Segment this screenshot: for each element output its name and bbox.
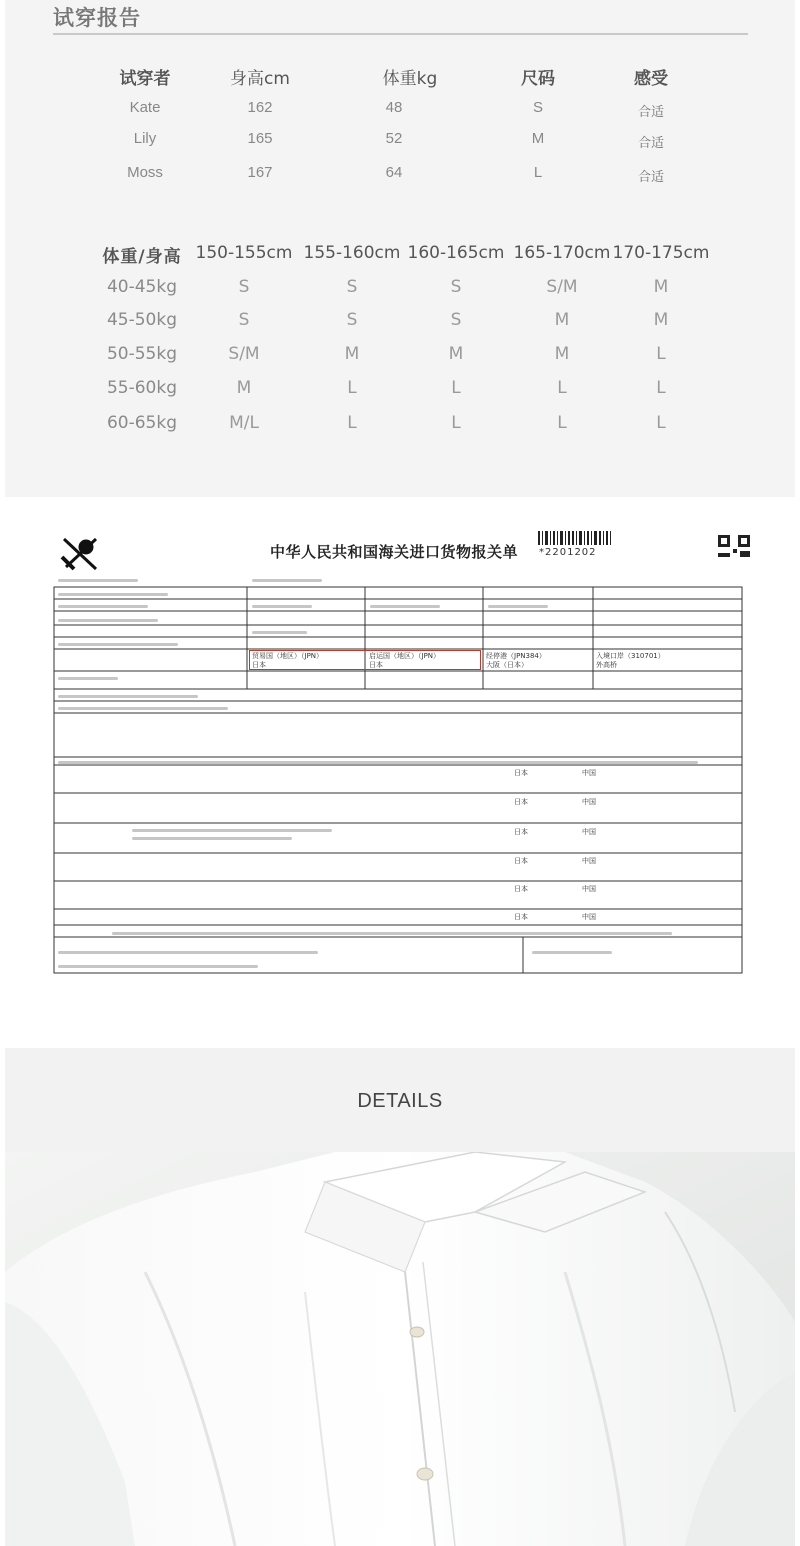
tester-header: 试穿者 [119, 69, 171, 89]
shirt-detail-photo [5, 1152, 795, 1546]
redacted-text [252, 605, 312, 608]
table-cell: S [532, 99, 543, 116]
table-cell: 64 [385, 164, 403, 181]
height-column-header: 160-165cm [407, 243, 505, 263]
size-cell: L [451, 378, 461, 398]
redacted-text [370, 605, 440, 608]
redacted-text [532, 951, 612, 954]
size-cell: S/M [228, 344, 260, 364]
redacted-text [132, 837, 292, 840]
entry-port-value: 外高桥 [596, 661, 617, 669]
redacted-text [58, 677, 118, 680]
table-cell: 167 [247, 164, 273, 181]
redacted-text [132, 829, 332, 832]
port-label: 经停港（JPN384） [486, 652, 546, 660]
tryon-report-section [5, 0, 795, 497]
size-cell: L [557, 378, 567, 398]
size-cell: S [450, 277, 462, 297]
destination-cell: 中国 [582, 769, 596, 777]
table-cell: 合适 [637, 136, 664, 151]
weight-row-label: 50-55kg [106, 344, 178, 364]
trade-country-value: 日本 [252, 661, 266, 669]
redacted-text [252, 579, 322, 582]
redacted-text [58, 707, 228, 710]
weight-header: 体重kg [382, 69, 438, 89]
size-cell: S [346, 277, 358, 297]
table-cell: 165 [247, 130, 273, 147]
size-cell: S/M [546, 277, 578, 297]
trade-country-label: 贸易国（地区）（JPN） [252, 652, 324, 660]
height-header: 身高cm [230, 69, 290, 89]
size-cell: L [656, 344, 666, 364]
origin-cell: 日本 [514, 828, 528, 836]
size-cell: M [448, 344, 464, 364]
entry-port-label: 入境口岸（310701） [596, 652, 665, 660]
redacted-text [488, 605, 548, 608]
height-column-header: 155-160cm [303, 243, 401, 263]
port-value: 大阪（日本） [486, 661, 528, 669]
shirt-button [410, 1327, 424, 1337]
height-column-header: 165-170cm [513, 243, 611, 263]
declaration-form-lines [52, 527, 755, 1009]
details-header-section [5, 1048, 795, 1152]
white-shirt-image [5, 1152, 795, 1546]
size-cell: L [451, 413, 461, 433]
size-cell: L [347, 378, 357, 398]
redacted-text [58, 695, 198, 698]
weight-row-label: 40-45kg [106, 277, 178, 297]
weight-row-label: 60-65kg [106, 413, 178, 433]
table-cell: 合适 [637, 105, 664, 120]
origin-cell: 日本 [514, 769, 528, 777]
redacted-text [58, 605, 148, 608]
destination-cell: 中国 [582, 798, 596, 806]
origin-cell: 日本 [514, 857, 528, 865]
height-column-header: 150-155cm [195, 243, 293, 263]
size-cell: M [344, 344, 360, 364]
origin-country-label: 启运国（地区）（JPN） [369, 652, 441, 660]
size-cell: L [656, 413, 666, 433]
redacted-text [58, 619, 158, 622]
redacted-text [58, 951, 318, 954]
size-cell: S [450, 310, 462, 330]
table-cell: Moss [127, 164, 163, 181]
destination-cell: 中国 [582, 913, 596, 921]
highlight-box [249, 650, 481, 670]
table-cell: M [531, 130, 545, 147]
details-title: DETAILS [357, 1090, 443, 1112]
size-cell: L [656, 378, 666, 398]
destination-cell: 中国 [582, 885, 596, 893]
table-cell: 162 [247, 99, 273, 116]
redacted-text [58, 579, 138, 582]
destination-cell: 中国 [582, 857, 596, 865]
size-cell: M [554, 344, 570, 364]
weight-row-label: 45-50kg [106, 310, 178, 330]
height-column-header: 170-175cm [612, 243, 710, 263]
tryon-title: 试穿报告 [53, 6, 141, 30]
size-cell: M/L [229, 413, 259, 433]
size-header: 尺码 [521, 69, 555, 89]
barcode-number: *2201202 [539, 547, 597, 558]
size-cell: M [236, 378, 252, 398]
customs-emblem-icon [62, 539, 96, 569]
origin-cell: 日本 [514, 913, 528, 921]
declaration-title: 中华人民共和国海关进口货物报关单 [270, 543, 519, 561]
table-cell: 合适 [637, 170, 664, 185]
redacted-text [252, 631, 307, 634]
size-cell: L [347, 413, 357, 433]
redacted-text [58, 643, 178, 646]
size-cell: M [554, 310, 570, 330]
table-cell: 52 [385, 130, 403, 147]
size-cell: S [238, 310, 250, 330]
destination-cell: 中国 [582, 828, 596, 836]
origin-country-value: 日本 [369, 661, 383, 669]
redacted-text [112, 932, 672, 935]
table-cell: Kate [129, 99, 161, 116]
shirt-button [417, 1468, 433, 1480]
weight-row-label: 55-60kg [106, 378, 178, 398]
size-chart-corner: 体重/身高 [102, 247, 182, 267]
origin-cell: 日本 [514, 798, 528, 806]
redacted-text [58, 593, 168, 596]
qr-code-icon [718, 535, 750, 557]
table-cell: Lily [133, 130, 157, 147]
size-cell: L [557, 413, 567, 433]
feel-header: 感受 [634, 69, 668, 89]
size-cell: M [653, 310, 669, 330]
barcode-icon [538, 531, 611, 545]
title-divider [53, 33, 748, 35]
redacted-text [58, 761, 698, 764]
customs-declaration-image [52, 527, 755, 1009]
size-cell: S [238, 277, 250, 297]
size-cell: S [346, 310, 358, 330]
table-cell: L [533, 164, 543, 181]
table-cell: 48 [385, 99, 403, 116]
size-cell: M [653, 277, 669, 297]
redacted-text [58, 965, 258, 968]
origin-cell: 日本 [514, 885, 528, 893]
